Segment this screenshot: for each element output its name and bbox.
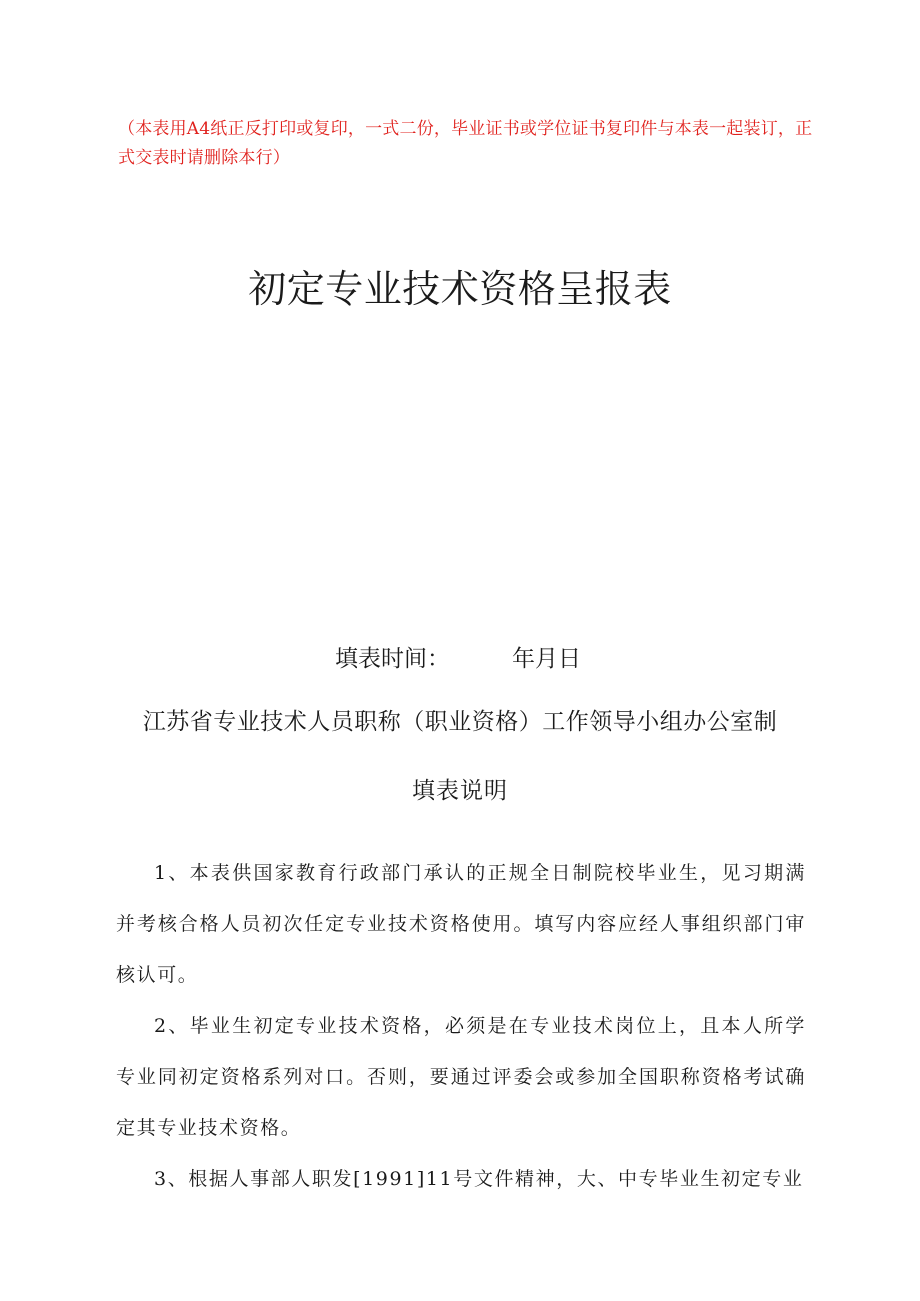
fill-time-date: 年月日 (512, 646, 581, 672)
instructions-body (116, 848, 806, 1205)
fill-time-label: 填表时间： (335, 646, 450, 672)
instruction-item-1: 1、本表供国家教育行政部门承认的正规全日制院校毕业生，见习期满并考核合格人员初次任定专业技术资格使用。填写内容应经人事组织部门审核认可。 (116, 862, 806, 986)
document-title: 初定专业技术资格呈报表 (248, 267, 672, 311)
fill-time-line (335, 640, 581, 673)
header-note: （本表用A4纸正反打印或复印，一式二份，毕业证书或学位证书复印件与本表一起装订，正式交表时请删除本行） (118, 119, 813, 168)
issuer-line: 江苏省专业技术人员职称（职业资格）工作领导小组办公室制 (142, 709, 778, 735)
instruction-item-3: 3、根据人事部人职发[1991]11号文件精神，大、中专毕业生初定专业 (154, 1168, 804, 1190)
instruction-item-2: 2、毕业生初定专业技术资格，必须是在专业技术岗位上，且本人所学专业同初定资格系列对口。否则，要通过评委会或参加全国职称资格考试确定其专业技术资格。 (116, 1015, 806, 1139)
instructions-heading: 填表说明 (412, 778, 508, 804)
